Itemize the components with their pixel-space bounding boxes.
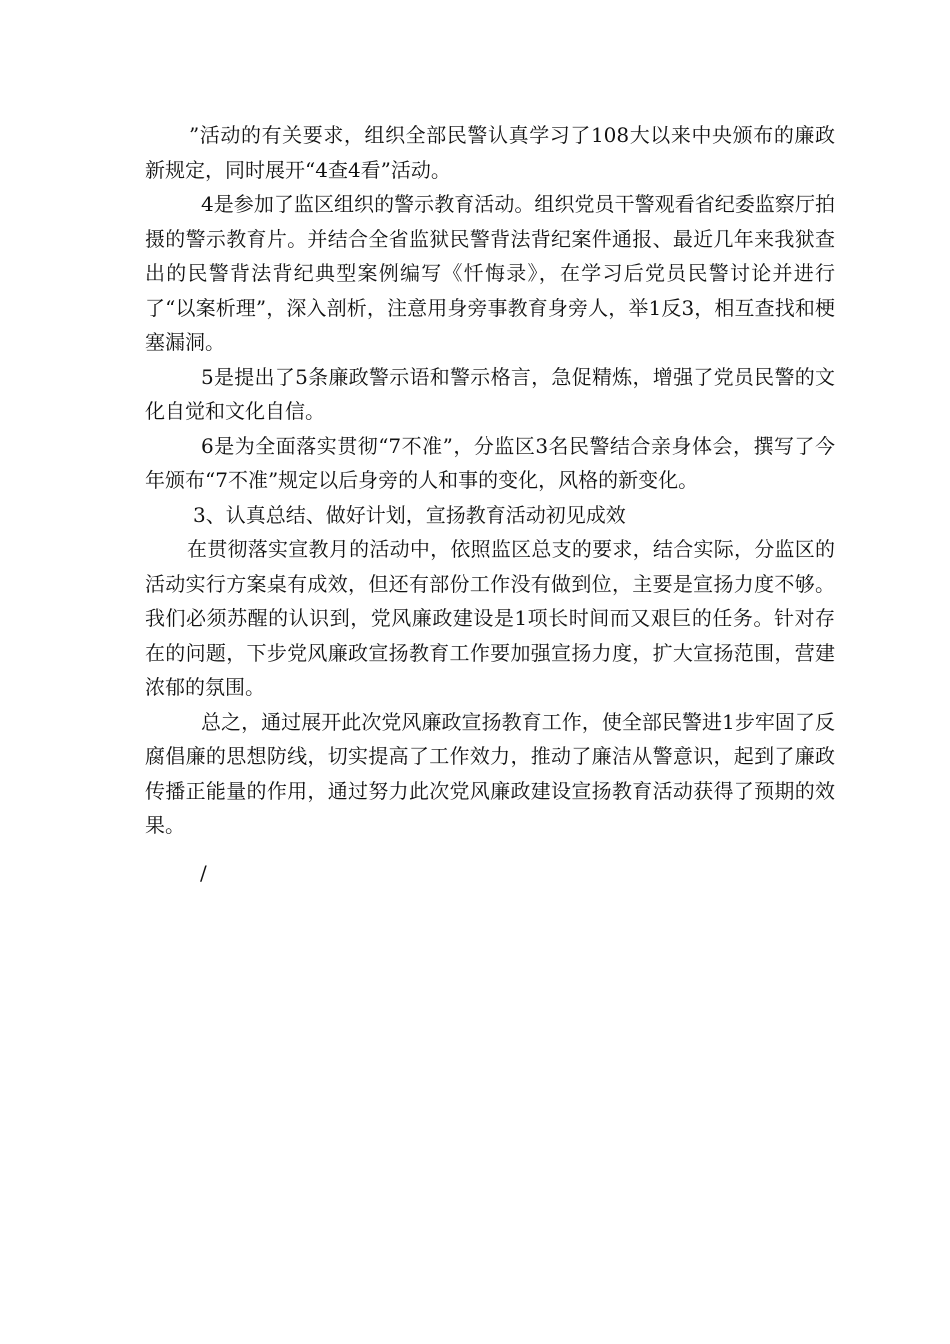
paragraph-conclusion: 总之，通过展开此次党风廉政宣扬教育工作，使全部民警进1步牢固了反腐倡廉的思想防线，切实提高了工作效力，推动了廉洁从警意识，起到了廉政传播正能量的作用，通过努力此次党风廉政建设宣扬教育活动获得了预期的效果。 [145,709,835,837]
paragraph-item-6: 6是为全面落实贯彻“7不准”，分监区3名民警结合亲身体会，撰写了今年颁布“7不准”规定以后身旁的人和事的变化，风格的新变化。 [145,433,835,492]
section-heading-3: 3、认真总结、做好计划，宣扬教育活动初见成效 [193,502,626,527]
document-body [145,118,835,843]
paragraph-continuation: ”活动的有关要求，组织全部民警认真学习了108大以来中央颁布的廉政新规定，同时展开“4查4看”活动。 [145,123,835,182]
paragraph-item-5: 5是提出了5条廉政警示语和警示格言，急促精炼，增强了党员民警的文化自觉和文化自信。 [145,364,835,423]
trailing-slash-mark: / [200,861,207,885]
paragraph-summary: 在贯彻落实宣教月的活动中，依照监区总支的要求，结合实际，分监区的活动实行方案桌有成效，但还有部份工作没有做到位，主要是宣扬力度不够。我们必须苏醒的认识到，党风廉政建设是1项长时间而又艰巨的任务。针对存在的问题，下步党风廉政宣扬教育工作要加强宣扬力度，扩大宣扬范围，营建浓郁的氛围。 [145,537,835,699]
paragraph-item-4: 4是参加了监区组织的警示教育活动。组织党员干警观看省纪委监察厅拍摄的警示教育片。并结合全省监狱民警背法背纪案件通报、最近几年来我狱查出的民警背法背纪典型案例编写《忏悔录》，在学习后党员民警讨论并进行了“以案析理”，深入剖析，注意用身旁事教育身旁人，举1反3，相互查找和梗塞漏洞。 [145,192,835,354]
